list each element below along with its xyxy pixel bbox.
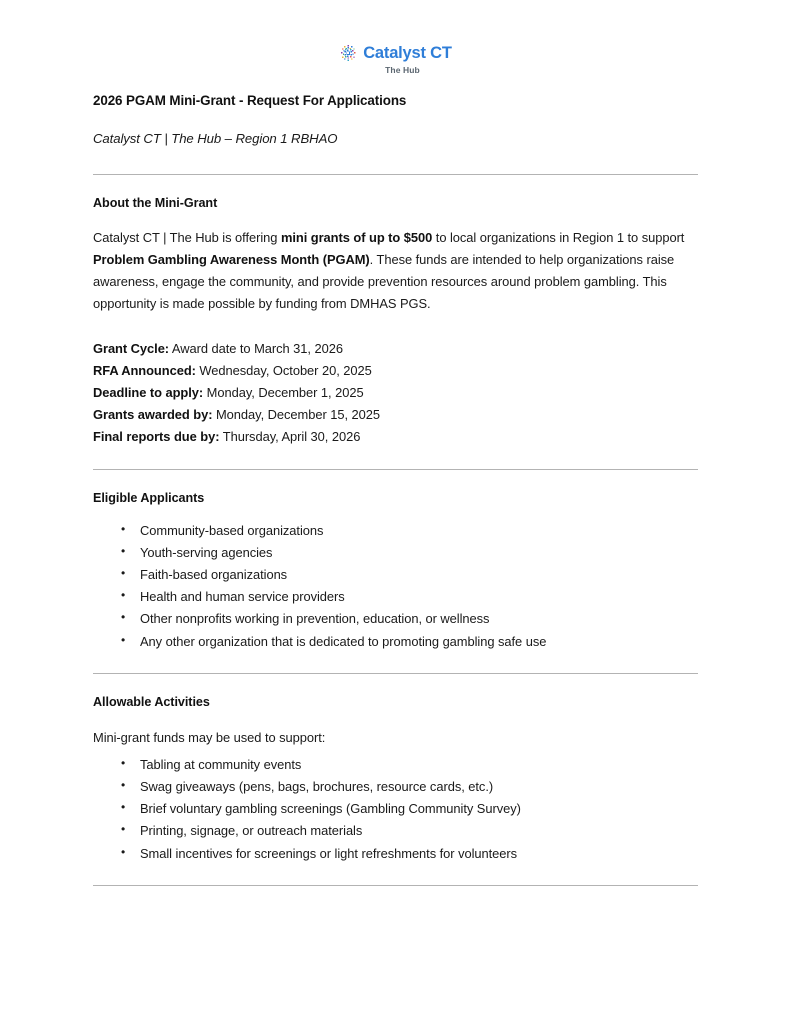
heading-allowable-activities: Allowable Activities [93, 694, 210, 709]
list-item: • Printing, signage, or outreach materials [93, 820, 698, 842]
list-item: • Tabling at community events [93, 754, 698, 776]
list-item: • Faith-based organizations [93, 564, 698, 586]
eligible-applicants-list [93, 507, 698, 653]
about-paragraph [93, 212, 698, 316]
divider-4-wrap [93, 865, 698, 886]
list-item: • Small incentives for screenings or light refreshments for volunteers [93, 843, 698, 865]
about-part-3: . These funds are intended to help organizations raise awareness, engage the community, and provide prevention resources around problem gambling. This opportunity is made possible by funding from DMHAS PGS. [93, 252, 675, 312]
brand-logo [0, 44, 791, 75]
logo-row [339, 44, 452, 63]
heading-eligible-applicants: Eligible Applicants [93, 490, 205, 505]
list-item: • Other nonprofits working in prevention, education, or wellness [93, 608, 698, 630]
list-item: • Community-based organizations [93, 520, 698, 542]
about-bold-amount: mini grants of up to $500 [280, 229, 433, 245]
list-item: • Health and human service providers [93, 586, 698, 608]
heading-about-mini-grant: About the Mini-Grant [93, 195, 218, 210]
date-line [93, 404, 698, 426]
section-divider [93, 885, 698, 886]
date-value: Wednesday, October 20, 2025 [195, 362, 372, 378]
activities-intro: Mini-grant funds may be used to support: [93, 729, 326, 745]
about-bold-pgam: Problem Gambling Awareness Month (PGAM) [93, 252, 370, 268]
divider-3-wrap [93, 653, 698, 674]
grant-dates-list [93, 316, 698, 449]
document-title: 2026 PGAM Mini-Grant - Request For Applications [93, 93, 407, 108]
logo-wordmark: Catalyst CT [363, 44, 452, 63]
date-label: Final reports due by: [93, 429, 220, 445]
date-label: RFA Announced: [93, 362, 196, 378]
list-item: • Any other organization that is dedicated to promoting gambling safe use [93, 631, 698, 653]
date-line [93, 382, 698, 404]
document-subtitle: Catalyst CT | The Hub – Region 1 RBHAO [93, 131, 338, 147]
date-line [93, 426, 698, 448]
date-line [93, 338, 698, 360]
about-part-2: to local organizations in Region 1 to support [432, 229, 685, 245]
date-value: Award date to March 31, 2026 [169, 340, 343, 356]
date-value: Monday, December 1, 2025 [203, 385, 364, 401]
about-part-1: Catalyst CT | The Hub is offering [93, 229, 281, 245]
document-content [93, 92, 698, 886]
date-line [93, 360, 698, 382]
logo-tagline: The Hub [385, 65, 420, 75]
catalyst-sunburst-mandala-icon [339, 44, 358, 63]
divider-1-wrap [93, 148, 698, 175]
list-item: • Swag giveaways (pens, bags, brochures, resource cards, etc.) [93, 776, 698, 798]
divider-2-wrap [93, 449, 698, 470]
date-label: Deadline to apply: [93, 385, 204, 401]
list-item: • Youth-serving agencies [93, 542, 698, 564]
allowable-activities-list [93, 749, 698, 865]
date-label: Grant Cycle: [93, 340, 170, 356]
list-item: • Brief voluntary gambling screenings (Gambling Community Survey) [93, 798, 698, 820]
date-label: Grants awarded by: [93, 407, 213, 423]
date-value: Thursday, April 30, 2026 [219, 429, 361, 445]
date-value: Monday, December 15, 2025 [212, 407, 381, 423]
